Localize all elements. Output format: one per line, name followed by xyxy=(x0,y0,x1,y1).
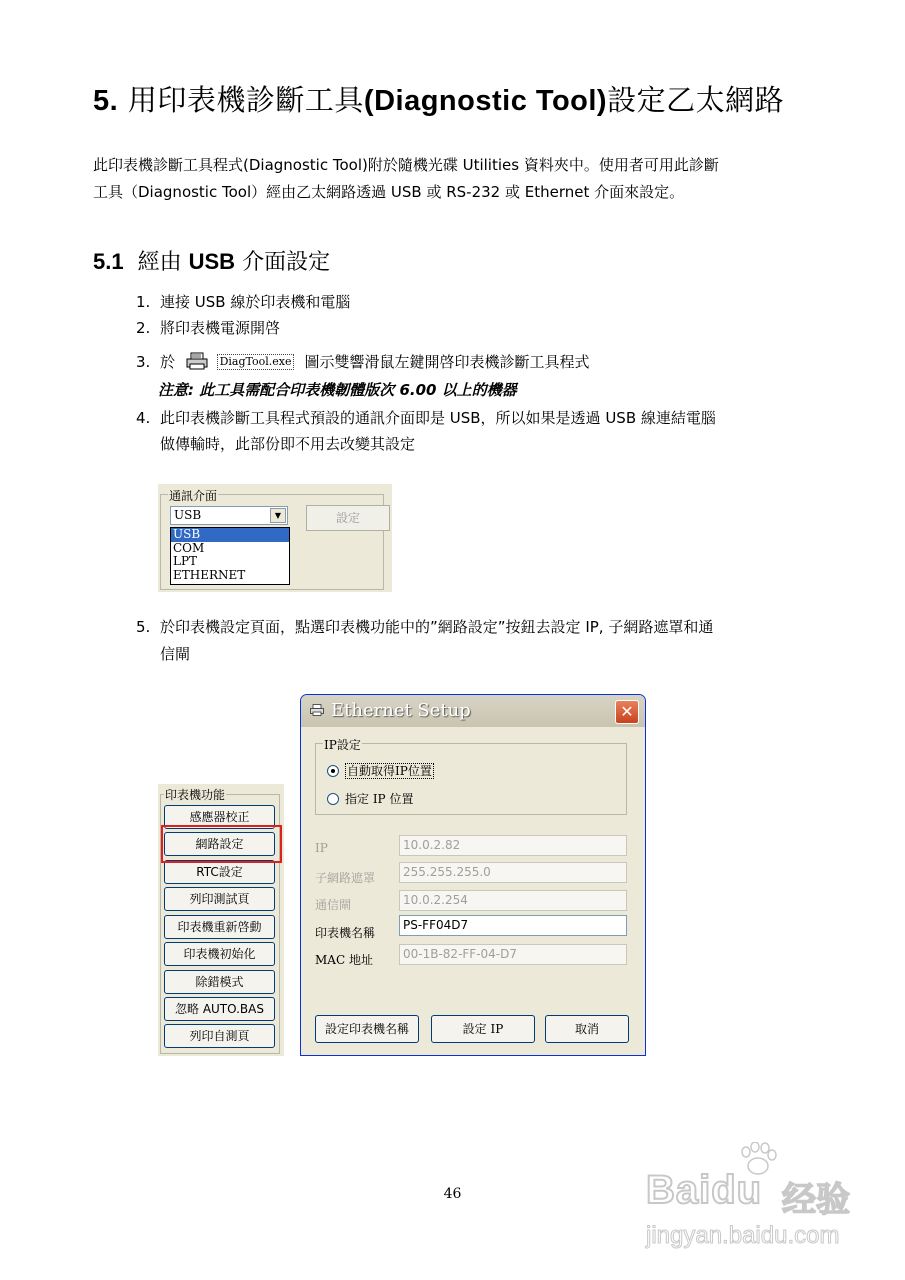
subnet-mask-label: 子網路遮罩 xyxy=(315,871,376,885)
printer-functions-panel xyxy=(158,784,284,1056)
comm-interface-select[interactable] xyxy=(170,506,288,525)
step-4 xyxy=(136,405,716,431)
heading-prefix: 用印表機診斷工具 xyxy=(127,83,364,117)
mac-address-label: MAC 地址 xyxy=(315,953,373,967)
option-com[interactable]: COM xyxy=(173,540,205,555)
comm-interface-label: 通訊介面 xyxy=(169,489,218,503)
watermark-brand: Baidu xyxy=(646,1168,763,1212)
comm-interface-selected: USB xyxy=(174,508,202,522)
close-icon[interactable]: ✕ xyxy=(615,700,639,724)
section-title-pre: 經由 xyxy=(137,250,182,275)
subnet-mask-field[interactable]: 255.255.255.0 xyxy=(399,862,627,883)
step-text: 圖示雙響滑鼠左鍵開啓印表機診斷工具程式 xyxy=(304,353,590,371)
baidu-watermark xyxy=(640,1140,880,1258)
step-5 xyxy=(136,614,713,640)
intro-line-2: 工具（Diagnostic Tool）經由乙太網路透過 USB 或 RS-232 或 Ethernet 介面來設定。 xyxy=(93,183,685,201)
step-text: 此印表機診斷工具程式預設的通訊介面即是 USB，所以如果是透過 USB 線連結電腦 xyxy=(160,409,716,427)
comm-interface-screenshot xyxy=(158,484,392,592)
radio-manual-ip[interactable] xyxy=(327,790,413,807)
page-title xyxy=(93,78,784,119)
step-number: 1. xyxy=(136,293,151,311)
heading-suffix: 設定乙太網路 xyxy=(607,83,785,117)
step-prefix: 於 xyxy=(160,353,176,371)
step-number: 2. xyxy=(136,319,151,337)
printer-functions-label: 印表機功能 xyxy=(165,788,226,802)
step-number: 3. xyxy=(136,353,151,371)
rtc-setup-button[interactable]: RTC設定 xyxy=(164,860,275,884)
ignore-autobas-button[interactable]: 忽略 AUTO.BAS xyxy=(164,997,275,1021)
network-setup-button[interactable]: 網路設定 xyxy=(164,832,275,856)
set-button[interactable]: 設定 xyxy=(306,505,390,531)
step-2 xyxy=(136,315,280,341)
chevron-down-icon[interactable]: ▼ xyxy=(270,508,286,523)
set-ip-button[interactable]: 設定 IP xyxy=(431,1015,535,1043)
print-self-test-button[interactable]: 列印自測頁 xyxy=(164,1024,275,1048)
printer-init-button[interactable]: 印表機初始化 xyxy=(164,942,275,966)
option-usb[interactable]: USB xyxy=(171,528,289,542)
section-title-post: 介面設定 xyxy=(242,250,331,275)
firmware-note: 注意: 此工具需配合印表機韌體版次 6.00 以上的機器 xyxy=(158,381,517,399)
radio-auto-ip[interactable] xyxy=(327,762,434,779)
gateway-label: 通信閘 xyxy=(315,898,352,912)
intro-line-1: 此印表機診斷工具程式(Diagnostic Tool)附於隨機光碟 Utilities 資料夾中。使用者可用此診斷 xyxy=(93,156,719,174)
heading-number: 5. xyxy=(93,85,119,117)
heading-tool-name: (Diagnostic Tool) xyxy=(363,85,608,117)
radio-unselected-icon[interactable] xyxy=(327,793,339,805)
dialog-title: Ethernet Setup xyxy=(331,700,471,721)
mac-address-field[interactable]: 00-1B-82-FF-04-D7 xyxy=(399,944,627,965)
network-setup-highlight xyxy=(161,825,282,863)
comm-interface-options xyxy=(170,527,290,585)
gateway-field[interactable]: 10.0.2.254 xyxy=(399,890,627,911)
radio-selected-icon[interactable] xyxy=(327,765,339,777)
printer-name-label: 印表機名稱 xyxy=(315,926,376,940)
step-text: 將印表機電源開啓 xyxy=(160,319,281,337)
ethernet-setup-dialog xyxy=(300,694,646,1056)
ip-label: IP xyxy=(315,841,328,855)
step-5-continued: 信閘 xyxy=(160,645,191,663)
step-number: 4. xyxy=(136,409,151,427)
section-title xyxy=(93,245,330,276)
sensor-calibration-button[interactable]: 感應器校正 xyxy=(164,805,275,829)
step-text: 於印表機設定頁面，點選印表機功能中的”網路設定”按鈕去設定 IP, 子網路遮罩和通 xyxy=(160,618,714,636)
section-number: 5.1 xyxy=(93,249,124,274)
set-printer-name-button[interactable]: 設定印表機名稱 xyxy=(315,1015,419,1043)
printer-name-field[interactable]: PS-FF04D7 xyxy=(399,915,627,936)
radio-manual-ip-label: 指定 IP 位置 xyxy=(345,792,414,806)
step-1 xyxy=(136,289,350,315)
option-lpt[interactable]: LPT xyxy=(173,554,198,568)
section-title-bold: USB xyxy=(188,249,236,274)
intro-paragraph xyxy=(93,152,833,206)
print-test-page-button[interactable]: 列印測試頁 xyxy=(164,887,275,911)
printer-restart-button[interactable]: 印表機重新啓動 xyxy=(164,915,275,939)
ip-settings-label: IP設定 xyxy=(324,738,361,752)
step-text: 連接 USB 線於印表機和電腦 xyxy=(160,293,351,311)
option-ethernet[interactable]: ETHERNET xyxy=(173,567,246,582)
exe-file-name[interactable]: DiagTool.exe xyxy=(217,354,295,370)
step-number: 5. xyxy=(136,618,151,636)
watermark-url: jingyan.baidu.com xyxy=(646,1222,840,1249)
page-number: 46 xyxy=(443,1186,462,1202)
dialog-title-bar xyxy=(301,695,645,727)
printer-icon xyxy=(310,704,324,716)
radio-auto-ip-label: 自動取得IP位置 xyxy=(347,764,432,778)
ip-field[interactable]: 10.0.2.82 xyxy=(399,835,627,856)
step-3 xyxy=(136,349,590,375)
watermark-cn: 经验 xyxy=(782,1180,850,1220)
debug-mode-button[interactable]: 除錯模式 xyxy=(164,970,275,994)
step-4-continued: 做傳輸時，此部份即不用去改變其設定 xyxy=(160,435,416,453)
cancel-button[interactable]: 取消 xyxy=(545,1015,629,1043)
printer-icon[interactable] xyxy=(186,352,208,370)
